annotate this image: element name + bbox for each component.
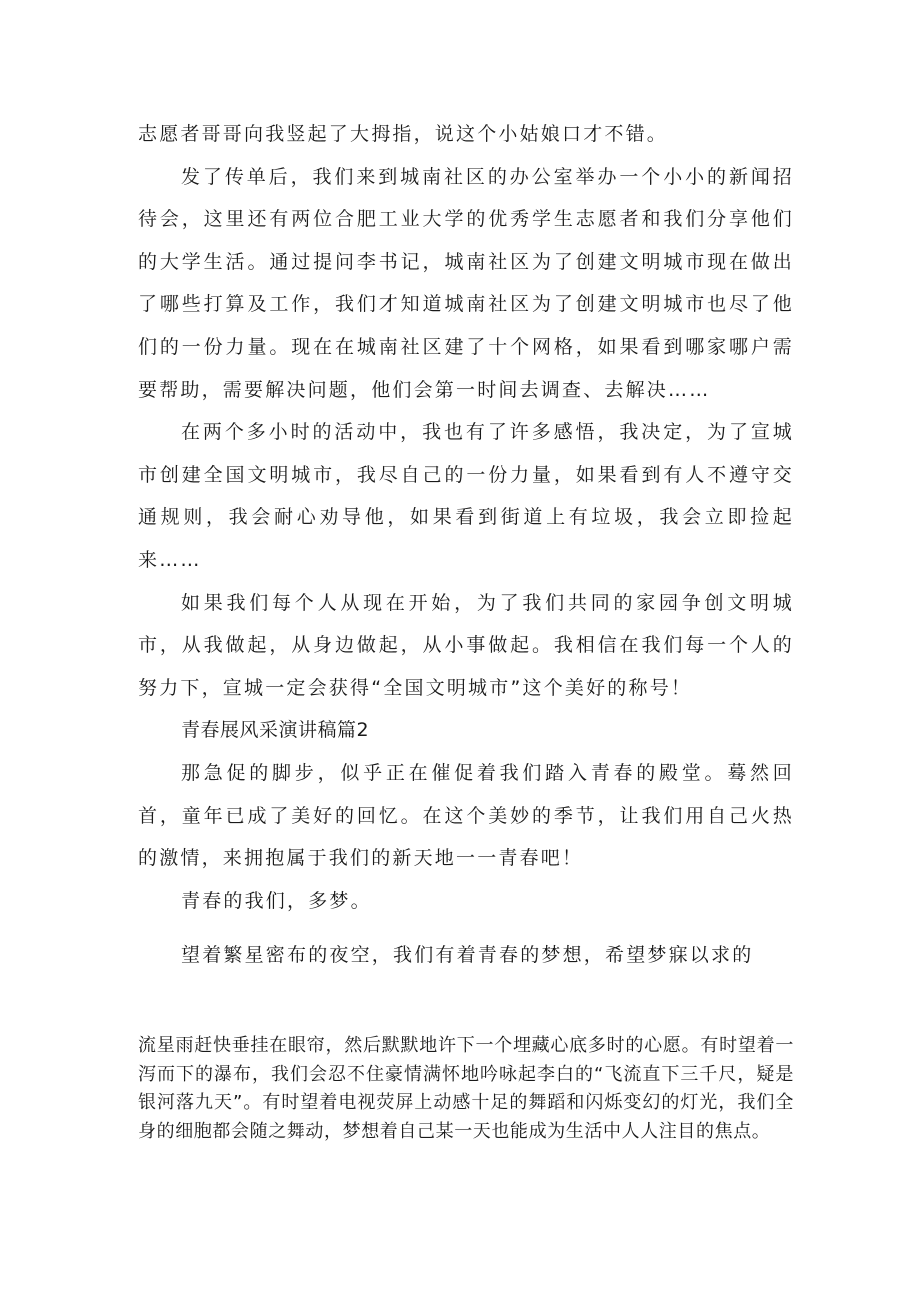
- document-body: [138, 113, 794, 977]
- paragraph-7: 望着繁星密布的夜空，我们有着青春的梦想，希望梦寐以求的: [181, 944, 754, 967]
- paragraph-4: 如果我们每个人从现在开始，为了我们共同的家园争创文明城市，从我做起，从身边做起，从小事做起。我相信在我们每一个人的努力下，宣城一定会获得“全国文明城市”这个美好的称号！: [138, 591, 794, 699]
- paragraph-3: 在两个多小时的活动中，我也有了许多感悟，我决定，为了宣城市创建全国文明城市，我尽自己的一份力量，如果看到有人不遵守交通规则，我会耐心劝导他，如果看到街道上有垃圾，我会立即捡起来……: [138, 421, 794, 571]
- paragraph-2: 发了传单后，我们来到城南社区的办公室举办一个小小的新闻招待会，这里还有两位合肥工业大学的优秀学生志愿者和我们分享他们的大学生活。通过提问李书记，城南社区为了创建文明城市现在做出了哪些打算及工作，我们才知道城南社区为了创建文明城市也尽了他们的一份力量。现在在城南社区建了十个网格，如果看到哪家哪户需要帮助，需要解决问题，他们会第一时间去调查、去解决……: [138, 165, 794, 401]
- paragraph-5: 那急促的脚步，似乎正在催促着我们踏入青春的殿堂。蓦然回首，童年已成了美好的回忆。在这个美妙的季节，让我们用自己火热的激情，来拥抱属于我们的新天地一一青春吧！: [138, 761, 794, 870]
- paragraph-1: 志愿者哥哥向我竖起了大拇指，说这个小姑娘口才不错。: [138, 123, 669, 145]
- document-tail: [138, 1032, 794, 1146]
- section-heading: 青春展风采演讲稿篇2: [181, 719, 370, 742]
- paragraph-6: 青春的我们，多梦。: [181, 889, 372, 912]
- tail-paragraph: 流星雨赶快垂挂在眼帘，然后默默地许下一个埋藏心底多时的心愿。有时望着一泻而下的瀑布，我们会忍不住豪情满怀地吟咏起李白的“飞流直下三千尺，疑是银河落九天”。有时望着电视荧屏上动感十足的舞蹈和闪烁变幻的灯光，我们全身的细胞都会随之舞动，梦想着自己某一天也能成为生活中人人注目的焦点。: [138, 1035, 794, 1142]
